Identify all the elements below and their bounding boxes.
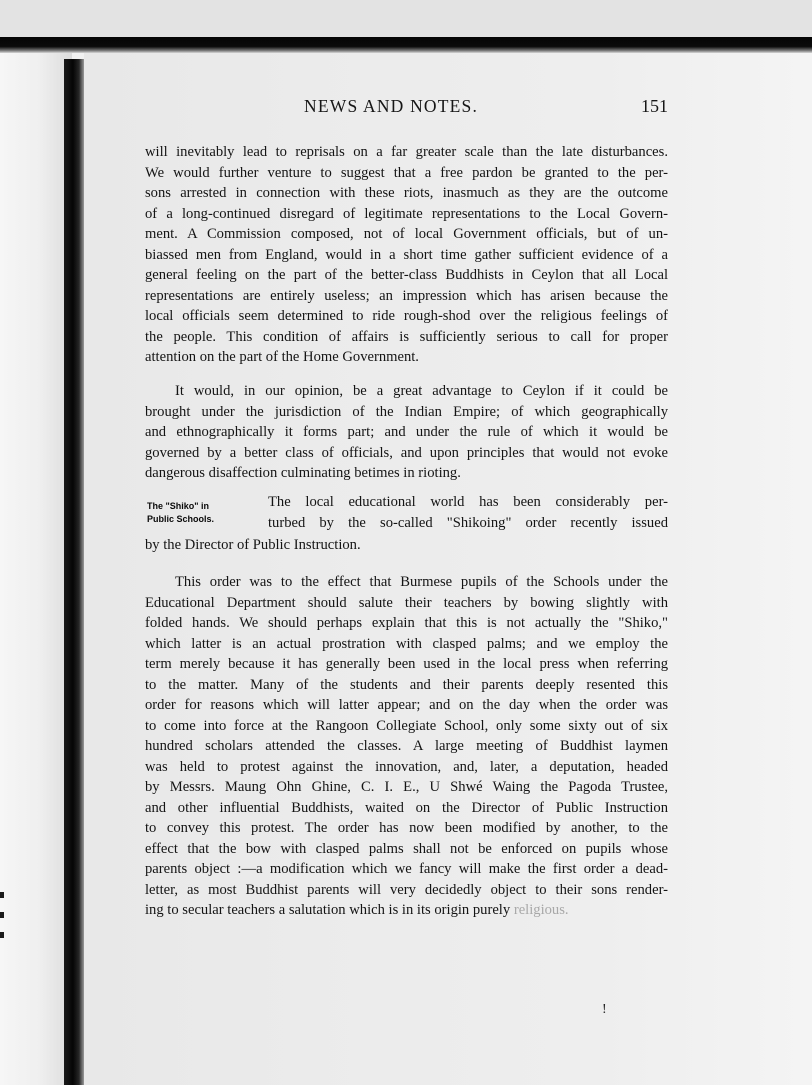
- text-line: attention on the part of the Home Government.: [145, 349, 419, 365]
- page-number: 151: [641, 96, 668, 116]
- text-line: to the matter. Many of the students and their parents deeply resented this: [145, 676, 668, 693]
- text-line: and other influential Buddhists, waited on the Director of Public Instruction: [145, 799, 668, 816]
- text-line: governed by a better class of officials, and upon principles that would not evoke: [145, 444, 668, 461]
- sidenote-line: The "Shiko" in: [147, 501, 210, 511]
- text-line: Educational Department should salute their teachers by bowing slightly with: [145, 594, 668, 611]
- text-line: folded hands. We should perhaps explain that this is not actually the "Shiko,": [145, 615, 668, 631]
- text-line: by Messrs. Maung Ohn Ghine, C. I. E., U Shwé Waing the Pagoda Trustee,: [145, 779, 668, 795]
- text-line: effect that the bow with clasped palms shall not be enforced on pupils whose: [145, 840, 668, 857]
- margin-specks: [0, 892, 6, 952]
- text-line: general feeling on the part of the better-class Buddhists in Ceylon that all Local: [145, 267, 668, 283]
- paragraph-ceylon-riots: [145, 142, 668, 368]
- text-line: The local educational world has been considerably per-: [268, 494, 668, 510]
- stray-ink-mark: !: [602, 1002, 607, 1017]
- text-line: to convey this protest. The order has now been modified by another, to the: [145, 820, 668, 836]
- text-line: This order was to the effect that Burmese pupils of the Schools under the: [175, 574, 668, 590]
- text-line: ment. A Commission composed, not of local Government officials, but of un-: [145, 226, 668, 242]
- text-line: representations are entirely useless; an impression which has arisen because the: [145, 287, 668, 304]
- text-line: and ethnographically it forms part; and under the rule of which it would be: [145, 424, 668, 440]
- paragraph-shiko-intro: [268, 492, 668, 533]
- scan-top-edge: [0, 37, 812, 53]
- text-line: to come into force at the Rangoon Collegiate School, only some sixty out of six: [145, 717, 668, 734]
- paragraph-shiko-intro-end: [145, 535, 668, 556]
- running-head: NEWS AND NOTES.: [304, 96, 479, 116]
- text-line: by the Director of Public Instruction.: [145, 537, 361, 553]
- text-line: of a long-continued disregard of legitimate representations to the Local Govern-: [145, 205, 668, 222]
- text-line-final: [145, 900, 668, 921]
- final-line-text: ing to secular teachers a salutation which is in its origin purely: [145, 902, 511, 918]
- paragraph-indian-empire: [145, 381, 668, 484]
- sidenote-line: Public Schools.: [147, 514, 215, 524]
- viewer-toolbar: [0, 0, 812, 37]
- text-line: hundred scholars attended the classes. A large meeting of Buddhist laymen: [145, 738, 668, 754]
- text-line: order for reasons which will latter appear; and on the day when the order was: [145, 697, 668, 713]
- left-margin: [0, 53, 72, 1085]
- text-line: dangerous disaffection culminating betimes in rioting.: [145, 465, 461, 481]
- text-line: local officials seem determined to ride rough-shod over the religious feelings of: [145, 308, 668, 324]
- text-line: term merely because it has generally been used in the local press when referring: [145, 656, 668, 672]
- text-line: It would, in our opinion, be a great advantage to Ceylon if it could be: [175, 383, 668, 399]
- text-line: will inevitably lead to reprisals on a far greater scale than the late disturbances.: [145, 144, 668, 160]
- text-line: which latter is an actual prostration with clasped palms; and we employ the: [145, 635, 668, 652]
- text-line: sons arrested in connection with these riots, inasmuch as they are the outcome: [145, 185, 668, 201]
- text-line: parents object :—a modification which we fancy will make the first order a dead-: [145, 861, 668, 877]
- text-line: letter, as most Buddhist parents will very decidedly object to their sons render-: [145, 881, 668, 898]
- paragraph-shiko-order: [145, 572, 668, 921]
- binding-shadow: [64, 59, 84, 1085]
- faded-final-word: religious.: [513, 902, 569, 918]
- text-line: turbed by the so-called "Shikoing" order recently issued: [268, 514, 668, 531]
- text-line: brought under the jurisdiction of the Indian Empire; of which geographically: [145, 403, 668, 420]
- marginal-sidenote: [147, 500, 259, 526]
- text-line: was held to protest against the innovation, and, later, a deputation, headed: [145, 758, 668, 775]
- text-line: the people. This condition of affairs is sufficiently serious to call for proper: [145, 328, 668, 345]
- text-line: We would further venture to suggest that a free pardon be granted to the per-: [145, 164, 668, 181]
- text-line: biassed men from England, would in a short time gather sufficient evidence of a: [145, 246, 668, 263]
